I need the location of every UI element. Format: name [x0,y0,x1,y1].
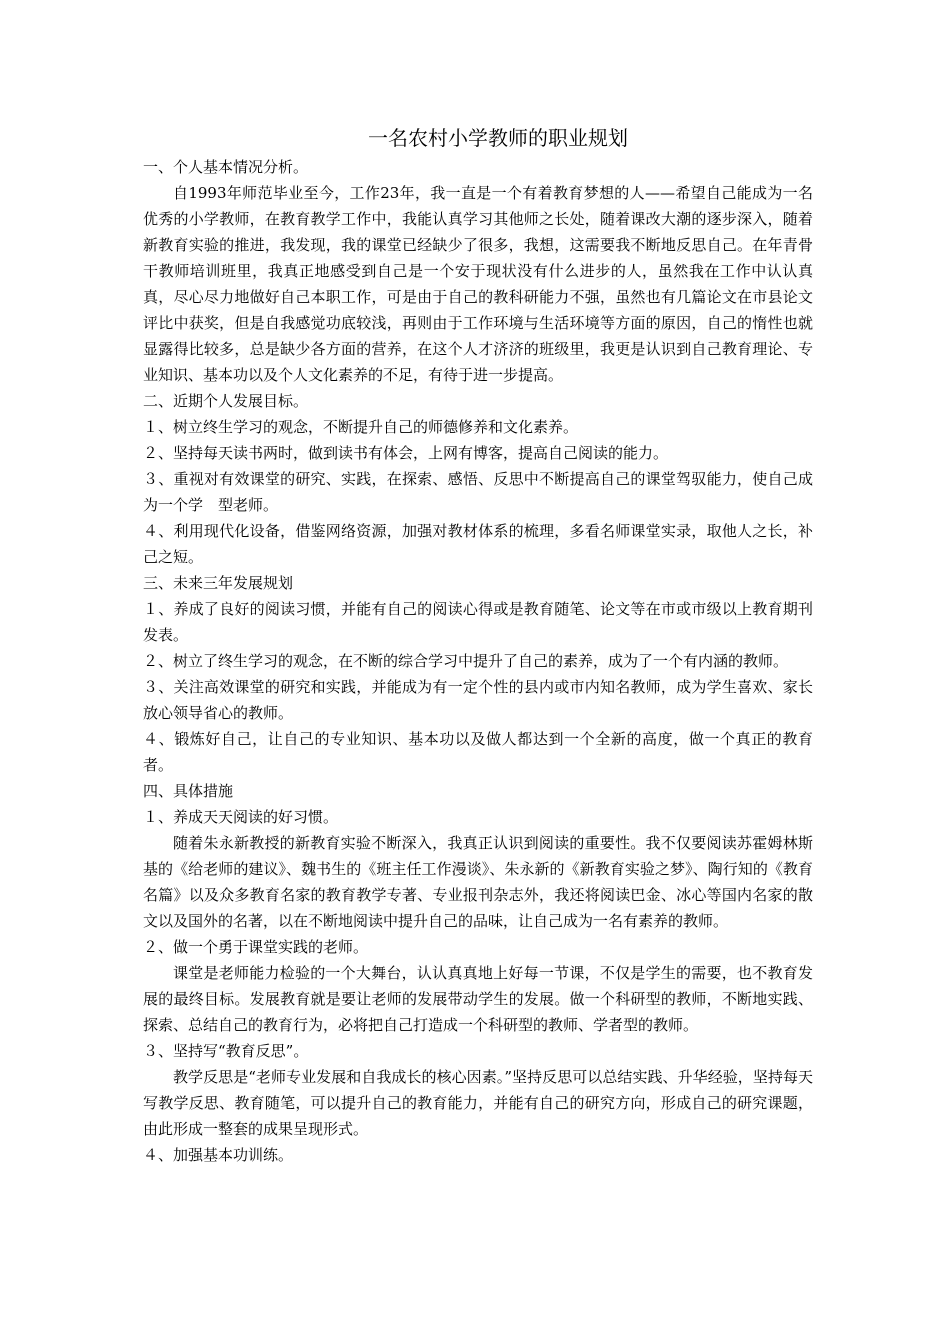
document-title: 一名农村小学教师的职业规划 [368,126,628,150]
paragraph-reading: 随着朱永新教授的新教育实验不断深入，我真正认识到阅读的重要性。我不仅要阅读苏霍姆林斯基的《给老师的建议》、魏书生的《班主任工作漫谈》、朱永新的《新教育实验之梦》、陶行知的《教育名篇》以及众多教育名家的教育教学专著、专业报刊杂志外，我还将阅读巴金、冰心等国内名家的散文以及国外的名著，以在不断地阅读中提升自己的品味，让自己成为一名有素养的教师。 [143,834,813,930]
document-page [143,122,813,1168]
measure-item-3: ３、坚持写“教育反思”。 [143,1042,309,1060]
section-heading-3: 三、未来三年发展规划 [143,574,294,592]
goal-item-4: ４、利用现代化设备，借鉴网络资源，加强对教材体系的梳理，多看名师课堂实录，取他人之长，补己之短。 [143,522,813,566]
goal-item-1: １、树立终生学习的观念，不断提升自己的师德修养和文化素养。 [143,418,579,436]
plan-item-3: ３、关注高效课堂的研究和实践，并能成为有一定个性的县内或市内知名教师，成为学生喜欢、家长放心领导省心的教师。 [143,678,813,722]
measure-item-2: ２、做一个勇于课堂实践的老师。 [143,938,369,956]
paragraph-classroom: 课堂是老师能力检验的一个大舞台，认认真真地上好每一节课，不仅是学生的需要，也不教育发展的最终目标。发展教育就是要让老师的发展带动学生的发展。做一个科研型的教师，不断地实践、探索、总结自己的教育行为，必将把自己打造成一个科研型的教师、学者型的教师。 [143,964,813,1034]
paragraph-personal-analysis: 自1993年师范毕业至今，工作23年，我一直是一个有着教育梦想的人——希望自己能成为一名优秀的小学教师，在教育教学工作中，我能认真学习其他师之长处，随着课改大潮的逐步深入，随着新教育实验的推进，我发现，我的课堂已经缺少了很多，我想，这需要我不断地反思自己。在年青骨干教师培训班里，我真正地感受到自己是一个安于现状没有什么进步的人，虽然我在工作中认认真真，尽心尽力地做好自己本职工作，可是由于自己的教科研能力不强，虽然也有几篇论文在市县论文评比中获奖，但是自我感觉功底较浅，再则由于工作环境与生活环境等方面的原因，自己的惰性也就显露得比较多，总是缺少各方面的营养，在这个人才济济的班级里，我更是认识到自己教育理论、专业知识、基本功以及个人文化素养的不足，有待于进一步提高。 [143,184,813,384]
plan-item-4: ４、锻炼好自己，让自己的专业知识、基本功以及做人都达到一个全新的高度，做一个真正的教育者。 [143,730,813,774]
section-heading-4: 四、具体措施 [143,782,234,800]
measure-item-4: ４、加强基本功训练。 [143,1146,294,1164]
goal-item-2: ２、坚持每天读书两时，做到读书有体会，上网有博客，提高自己阅读的能力。 [143,444,669,462]
plan-item-2: ２、树立了终生学习的观念，在不断的综合学习中提升了自己的素养，成为了一个有内涵的教师。 [143,652,789,670]
section-heading-2: 二、近期个人发展目标。 [143,392,309,410]
goal-item-3: ３、重视对有效课堂的研究、实践，在探索、感悟、反思中不断提高自己的课堂驾驭能力，使自己成为一个学 型老师。 [143,470,813,514]
plan-item-1: １、养成了良好的阅读习惯，并能有自己的阅读心得或是教育随笔、论文等在市或市级以上教育期刊发表。 [143,600,813,644]
measure-item-1: １、养成天天阅读的好习惯。 [143,808,339,826]
paragraph-reflection: 教学反思是“老师专业发展和自我成长的核心因素。”坚持反思可以总结实践、升华经验，坚持每天写教学反思、教育随笔，可以提升自己的教育能力，并能有自己的研究方向，形成自己的研究课题，由此形成一整套的成果呈现形式。 [143,1068,813,1138]
section-heading-1: 一、个人基本情况分析。 [143,158,309,176]
